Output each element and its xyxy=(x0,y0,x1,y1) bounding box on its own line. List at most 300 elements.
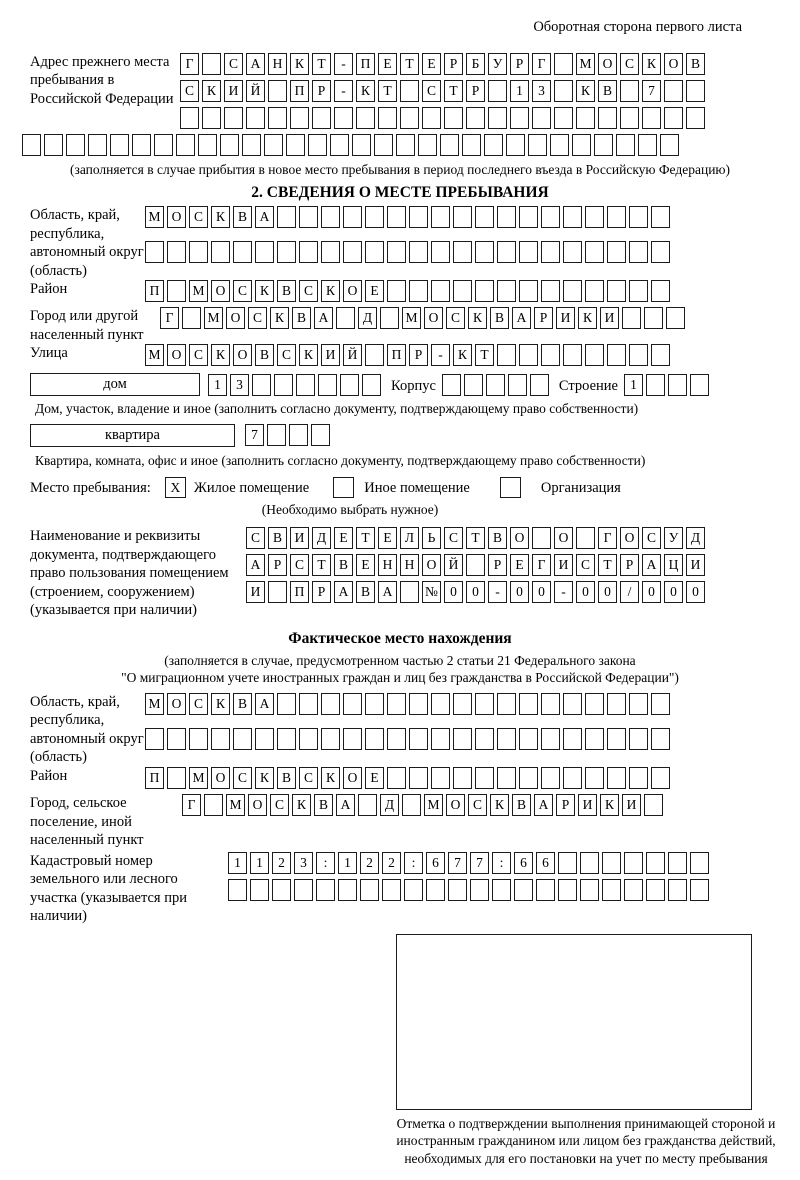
char-cell[interactable]: В xyxy=(233,693,252,715)
char-cell[interactable] xyxy=(145,241,164,263)
char-cell[interactable] xyxy=(321,728,340,750)
char-cell[interactable] xyxy=(316,879,335,901)
char-cell[interactable] xyxy=(431,241,450,263)
char-cell[interactable]: К xyxy=(290,53,309,75)
char-cell[interactable] xyxy=(475,728,494,750)
char-cell[interactable]: № xyxy=(422,581,441,603)
char-cell[interactable] xyxy=(365,728,384,750)
char-cell[interactable]: 1 xyxy=(208,374,227,396)
char-cell[interactable]: И xyxy=(321,344,340,366)
char-cell[interactable] xyxy=(508,374,527,396)
char-cell[interactable]: Л xyxy=(400,527,419,549)
char-cell[interactable] xyxy=(321,241,340,263)
char-cell[interactable] xyxy=(343,241,362,263)
char-cell[interactable]: Г xyxy=(598,527,617,549)
char-cell[interactable] xyxy=(382,879,401,901)
char-cell[interactable]: П xyxy=(387,344,406,366)
char-cell[interactable] xyxy=(607,767,626,789)
char-cell[interactable]: О xyxy=(620,527,639,549)
char-cell[interactable] xyxy=(182,307,201,329)
char-cell[interactable]: Р xyxy=(466,80,485,102)
char-cell[interactable] xyxy=(519,767,538,789)
char-cell[interactable] xyxy=(475,241,494,263)
char-cell[interactable] xyxy=(358,794,377,816)
char-cell[interactable]: 0 xyxy=(444,581,463,603)
char-cell[interactable]: И xyxy=(622,794,641,816)
char-cell[interactable]: А xyxy=(255,206,274,228)
char-cell[interactable] xyxy=(530,374,549,396)
char-cell[interactable]: Е xyxy=(510,554,529,576)
char-cell[interactable]: Р xyxy=(444,53,463,75)
char-cell[interactable] xyxy=(554,107,573,129)
char-cell[interactable] xyxy=(629,728,648,750)
char-cell[interactable] xyxy=(594,134,613,156)
char-cell[interactable] xyxy=(336,307,355,329)
char-cell[interactable]: 2 xyxy=(360,852,379,874)
char-cell[interactable] xyxy=(277,206,296,228)
char-cell[interactable]: О xyxy=(211,280,230,302)
char-cell[interactable]: О xyxy=(510,527,529,549)
char-cell[interactable] xyxy=(233,728,252,750)
char-cell[interactable] xyxy=(289,424,308,446)
char-cell[interactable] xyxy=(651,767,670,789)
char-cell[interactable]: П xyxy=(290,581,309,603)
char-cell[interactable] xyxy=(343,728,362,750)
char-cell[interactable]: П xyxy=(145,280,164,302)
char-cell[interactable]: - xyxy=(431,344,450,366)
char-cell[interactable]: Ц xyxy=(664,554,683,576)
char-cell[interactable] xyxy=(462,134,481,156)
char-cell[interactable]: М xyxy=(576,53,595,75)
char-cell[interactable] xyxy=(668,852,687,874)
char-cell[interactable]: В xyxy=(277,767,296,789)
char-cell[interactable]: Т xyxy=(466,527,485,549)
char-cell[interactable]: И xyxy=(600,307,619,329)
char-cell[interactable]: П xyxy=(356,53,375,75)
dom-type-box[interactable]: дом xyxy=(30,373,200,396)
char-cell[interactable] xyxy=(311,424,330,446)
char-cell[interactable]: С xyxy=(189,693,208,715)
char-cell[interactable]: Р xyxy=(510,53,529,75)
char-cell[interactable] xyxy=(308,134,327,156)
char-cell[interactable]: Н xyxy=(400,554,419,576)
char-cell[interactable] xyxy=(475,767,494,789)
char-cell[interactable] xyxy=(585,206,604,228)
char-cell[interactable]: Г xyxy=(182,794,201,816)
char-cell[interactable]: К xyxy=(321,767,340,789)
char-cell[interactable] xyxy=(387,241,406,263)
char-cell[interactable] xyxy=(624,879,643,901)
char-cell[interactable] xyxy=(374,134,393,156)
char-cell[interactable]: 0 xyxy=(466,581,485,603)
char-cell[interactable]: С xyxy=(444,527,463,549)
char-cell[interactable] xyxy=(255,241,274,263)
char-cell[interactable]: 3 xyxy=(532,80,551,102)
char-cell[interactable] xyxy=(453,728,472,750)
char-cell[interactable] xyxy=(629,241,648,263)
char-cell[interactable] xyxy=(246,107,265,129)
char-cell[interactable] xyxy=(299,693,318,715)
char-cell[interactable] xyxy=(343,693,362,715)
char-cell[interactable]: С xyxy=(422,80,441,102)
char-cell[interactable] xyxy=(202,107,221,129)
char-cell[interactable] xyxy=(644,307,663,329)
char-cell[interactable]: И xyxy=(224,80,243,102)
char-cell[interactable]: Й xyxy=(246,80,265,102)
char-cell[interactable]: М xyxy=(226,794,245,816)
char-cell[interactable] xyxy=(255,728,274,750)
char-cell[interactable] xyxy=(387,206,406,228)
char-cell[interactable]: О xyxy=(343,767,362,789)
char-cell[interactable] xyxy=(220,134,239,156)
char-cell[interactable] xyxy=(541,344,560,366)
char-cell[interactable] xyxy=(44,134,63,156)
char-cell[interactable] xyxy=(268,80,287,102)
char-cell[interactable]: Ь xyxy=(422,527,441,549)
char-cell[interactable]: Г xyxy=(532,554,551,576)
char-cell[interactable]: Г xyxy=(532,53,551,75)
char-cell[interactable]: 7 xyxy=(642,80,661,102)
char-cell[interactable] xyxy=(466,554,485,576)
char-cell[interactable] xyxy=(277,241,296,263)
char-cell[interactable]: Е xyxy=(356,554,375,576)
char-cell[interactable] xyxy=(519,344,538,366)
char-cell[interactable]: А xyxy=(642,554,661,576)
char-cell[interactable]: В xyxy=(255,344,274,366)
char-cell[interactable] xyxy=(602,879,621,901)
char-cell[interactable] xyxy=(409,241,428,263)
char-cell[interactable]: / xyxy=(620,581,639,603)
char-cell[interactable]: К xyxy=(202,80,221,102)
char-cell[interactable] xyxy=(409,206,428,228)
char-cell[interactable]: А xyxy=(334,581,353,603)
char-cell[interactable]: С xyxy=(246,527,265,549)
char-cell[interactable] xyxy=(558,852,577,874)
char-cell[interactable]: Т xyxy=(475,344,494,366)
char-cell[interactable] xyxy=(563,344,582,366)
char-cell[interactable]: В xyxy=(686,53,705,75)
char-cell[interactable]: М xyxy=(145,693,164,715)
char-cell[interactable]: 3 xyxy=(230,374,249,396)
char-cell[interactable]: Б xyxy=(466,53,485,75)
char-cell[interactable] xyxy=(202,53,221,75)
char-cell[interactable]: В xyxy=(334,554,353,576)
char-cell[interactable] xyxy=(651,344,670,366)
char-cell[interactable]: О xyxy=(248,794,267,816)
char-cell[interactable] xyxy=(585,344,604,366)
char-cell[interactable]: О xyxy=(167,206,186,228)
char-cell[interactable] xyxy=(484,134,503,156)
char-cell[interactable] xyxy=(167,241,186,263)
zhiloe-checkbox[interactable]: X xyxy=(165,477,186,498)
char-cell[interactable]: 0 xyxy=(686,581,705,603)
char-cell[interactable]: О xyxy=(664,53,683,75)
char-cell[interactable] xyxy=(426,879,445,901)
char-cell[interactable] xyxy=(277,693,296,715)
char-cell[interactable]: С xyxy=(189,206,208,228)
char-cell[interactable]: О xyxy=(554,527,573,549)
char-cell[interactable] xyxy=(563,693,582,715)
char-cell[interactable]: Е xyxy=(365,280,384,302)
char-cell[interactable]: 6 xyxy=(426,852,445,874)
char-cell[interactable] xyxy=(154,134,173,156)
char-cell[interactable] xyxy=(642,107,661,129)
char-cell[interactable]: И xyxy=(554,554,573,576)
char-cell[interactable] xyxy=(365,693,384,715)
char-cell[interactable] xyxy=(519,728,538,750)
char-cell[interactable]: М xyxy=(189,280,208,302)
char-cell[interactable] xyxy=(585,693,604,715)
char-cell[interactable]: О xyxy=(226,307,245,329)
char-cell[interactable] xyxy=(497,280,516,302)
char-cell[interactable] xyxy=(506,134,525,156)
char-cell[interactable] xyxy=(532,107,551,129)
char-cell[interactable]: О xyxy=(167,693,186,715)
char-cell[interactable]: - xyxy=(334,53,353,75)
char-cell[interactable]: К xyxy=(453,344,472,366)
char-cell[interactable] xyxy=(365,206,384,228)
char-cell[interactable]: В xyxy=(233,206,252,228)
char-cell[interactable] xyxy=(360,879,379,901)
char-cell[interactable]: : xyxy=(316,852,335,874)
kvartira-type-box[interactable]: квартира xyxy=(30,424,235,447)
char-cell[interactable] xyxy=(250,879,269,901)
char-cell[interactable] xyxy=(299,241,318,263)
char-cell[interactable]: Т xyxy=(400,53,419,75)
char-cell[interactable] xyxy=(607,206,626,228)
char-cell[interactable]: У xyxy=(488,53,507,75)
char-cell[interactable] xyxy=(690,374,709,396)
char-cell[interactable] xyxy=(400,107,419,129)
char-cell[interactable]: К xyxy=(578,307,597,329)
char-cell[interactable]: К xyxy=(211,206,230,228)
char-cell[interactable]: К xyxy=(356,80,375,102)
char-cell[interactable] xyxy=(668,374,687,396)
char-cell[interactable]: В xyxy=(488,527,507,549)
char-cell[interactable] xyxy=(242,134,261,156)
char-cell[interactable] xyxy=(651,206,670,228)
char-cell[interactable]: 7 xyxy=(470,852,489,874)
char-cell[interactable]: Т xyxy=(312,554,331,576)
char-cell[interactable]: Н xyxy=(378,554,397,576)
char-cell[interactable]: В xyxy=(292,307,311,329)
char-cell[interactable]: В xyxy=(490,307,509,329)
char-cell[interactable]: К xyxy=(270,307,289,329)
char-cell[interactable] xyxy=(620,107,639,129)
char-cell[interactable] xyxy=(554,80,573,102)
char-cell[interactable] xyxy=(563,767,582,789)
char-cell[interactable] xyxy=(224,107,243,129)
char-cell[interactable] xyxy=(563,728,582,750)
char-cell[interactable]: И xyxy=(686,554,705,576)
char-cell[interactable]: А xyxy=(314,307,333,329)
char-cell[interactable] xyxy=(387,728,406,750)
char-cell[interactable] xyxy=(519,280,538,302)
char-cell[interactable]: К xyxy=(600,794,619,816)
char-cell[interactable]: К xyxy=(490,794,509,816)
char-cell[interactable] xyxy=(409,280,428,302)
char-cell[interactable] xyxy=(550,134,569,156)
char-cell[interactable]: Т xyxy=(378,80,397,102)
char-cell[interactable] xyxy=(514,879,533,901)
char-cell[interactable]: Д xyxy=(358,307,377,329)
char-cell[interactable]: Т xyxy=(598,554,617,576)
char-cell[interactable]: 1 xyxy=(228,852,247,874)
char-cell[interactable]: К xyxy=(576,80,595,102)
char-cell[interactable]: 0 xyxy=(510,581,529,603)
char-cell[interactable] xyxy=(616,134,635,156)
char-cell[interactable] xyxy=(296,374,315,396)
char-cell[interactable] xyxy=(620,80,639,102)
char-cell[interactable] xyxy=(272,879,291,901)
char-cell[interactable] xyxy=(211,728,230,750)
char-cell[interactable]: Д xyxy=(686,527,705,549)
char-cell[interactable] xyxy=(274,374,293,396)
char-cell[interactable] xyxy=(409,728,428,750)
char-cell[interactable] xyxy=(598,107,617,129)
char-cell[interactable]: Г xyxy=(180,53,199,75)
char-cell[interactable]: Р xyxy=(488,554,507,576)
char-cell[interactable] xyxy=(541,767,560,789)
char-cell[interactable] xyxy=(464,374,483,396)
char-cell[interactable] xyxy=(629,280,648,302)
char-cell[interactable] xyxy=(492,879,511,901)
char-cell[interactable]: О xyxy=(343,280,362,302)
char-cell[interactable] xyxy=(132,134,151,156)
char-cell[interactable] xyxy=(343,206,362,228)
char-cell[interactable] xyxy=(576,107,595,129)
char-cell[interactable]: С xyxy=(446,307,465,329)
char-cell[interactable]: В xyxy=(268,527,287,549)
char-cell[interactable] xyxy=(145,728,164,750)
char-cell[interactable]: А xyxy=(255,693,274,715)
char-cell[interactable]: Д xyxy=(380,794,399,816)
char-cell[interactable] xyxy=(264,134,283,156)
char-cell[interactable]: Е xyxy=(422,53,441,75)
char-cell[interactable]: С xyxy=(468,794,487,816)
inoe-checkbox[interactable] xyxy=(333,477,354,498)
char-cell[interactable]: 1 xyxy=(338,852,357,874)
char-cell[interactable]: Р xyxy=(312,581,331,603)
char-cell[interactable]: С xyxy=(277,344,296,366)
char-cell[interactable]: 7 xyxy=(448,852,467,874)
char-cell[interactable] xyxy=(510,107,529,129)
char-cell[interactable] xyxy=(440,134,459,156)
char-cell[interactable]: А xyxy=(246,53,265,75)
char-cell[interactable] xyxy=(362,374,381,396)
char-cell[interactable] xyxy=(646,879,665,901)
char-cell[interactable]: О xyxy=(422,554,441,576)
char-cell[interactable] xyxy=(624,852,643,874)
char-cell[interactable] xyxy=(638,134,657,156)
char-cell[interactable]: С xyxy=(233,767,252,789)
char-cell[interactable] xyxy=(651,241,670,263)
char-cell[interactable] xyxy=(176,134,195,156)
char-cell[interactable] xyxy=(88,134,107,156)
char-cell[interactable] xyxy=(365,344,384,366)
char-cell[interactable] xyxy=(228,879,247,901)
char-cell[interactable]: О xyxy=(211,767,230,789)
char-cell[interactable] xyxy=(541,241,560,263)
char-cell[interactable]: 0 xyxy=(598,581,617,603)
char-cell[interactable]: С xyxy=(642,527,661,549)
char-cell[interactable]: К xyxy=(292,794,311,816)
char-cell[interactable] xyxy=(497,693,516,715)
char-cell[interactable] xyxy=(396,134,415,156)
char-cell[interactable] xyxy=(167,280,186,302)
char-cell[interactable] xyxy=(690,879,709,901)
char-cell[interactable] xyxy=(198,134,217,156)
char-cell[interactable]: С xyxy=(248,307,267,329)
char-cell[interactable] xyxy=(585,241,604,263)
char-cell[interactable]: Р xyxy=(312,80,331,102)
char-cell[interactable] xyxy=(409,693,428,715)
char-cell[interactable] xyxy=(646,374,665,396)
char-cell[interactable] xyxy=(453,280,472,302)
char-cell[interactable]: В xyxy=(598,80,617,102)
char-cell[interactable] xyxy=(167,728,186,750)
char-cell[interactable]: 2 xyxy=(272,852,291,874)
char-cell[interactable]: Т xyxy=(312,53,331,75)
char-cell[interactable]: А xyxy=(378,581,397,603)
char-cell[interactable] xyxy=(686,80,705,102)
char-cell[interactable]: О xyxy=(167,344,186,366)
char-cell[interactable]: Е xyxy=(334,527,353,549)
char-cell[interactable] xyxy=(664,107,683,129)
char-cell[interactable]: О xyxy=(233,344,252,366)
char-cell[interactable]: Т xyxy=(444,80,463,102)
char-cell[interactable] xyxy=(189,728,208,750)
char-cell[interactable] xyxy=(204,794,223,816)
char-cell[interactable] xyxy=(268,581,287,603)
char-cell[interactable] xyxy=(299,206,318,228)
char-cell[interactable] xyxy=(444,107,463,129)
char-cell[interactable] xyxy=(312,107,331,129)
char-cell[interactable] xyxy=(431,280,450,302)
char-cell[interactable]: И xyxy=(290,527,309,549)
char-cell[interactable]: Д xyxy=(312,527,331,549)
char-cell[interactable]: 6 xyxy=(514,852,533,874)
char-cell[interactable] xyxy=(267,424,286,446)
char-cell[interactable]: С xyxy=(233,280,252,302)
char-cell[interactable] xyxy=(519,693,538,715)
char-cell[interactable]: С xyxy=(576,554,595,576)
char-cell[interactable] xyxy=(580,852,599,874)
char-cell[interactable] xyxy=(541,206,560,228)
char-cell[interactable] xyxy=(252,374,271,396)
char-cell[interactable] xyxy=(330,134,349,156)
char-cell[interactable] xyxy=(418,134,437,156)
char-cell[interactable] xyxy=(475,693,494,715)
char-cell[interactable]: К xyxy=(642,53,661,75)
char-cell[interactable]: - xyxy=(554,581,573,603)
char-cell[interactable]: П xyxy=(290,80,309,102)
char-cell[interactable] xyxy=(585,280,604,302)
char-cell[interactable] xyxy=(660,134,679,156)
char-cell[interactable] xyxy=(233,241,252,263)
char-cell[interactable] xyxy=(402,794,421,816)
char-cell[interactable]: - xyxy=(334,80,353,102)
char-cell[interactable] xyxy=(519,206,538,228)
char-cell[interactable] xyxy=(431,728,450,750)
char-cell[interactable] xyxy=(431,767,450,789)
char-cell[interactable] xyxy=(563,241,582,263)
char-cell[interactable]: Й xyxy=(444,554,463,576)
char-cell[interactable] xyxy=(448,879,467,901)
char-cell[interactable] xyxy=(110,134,129,156)
char-cell[interactable] xyxy=(666,307,685,329)
char-cell[interactable]: С xyxy=(270,794,289,816)
